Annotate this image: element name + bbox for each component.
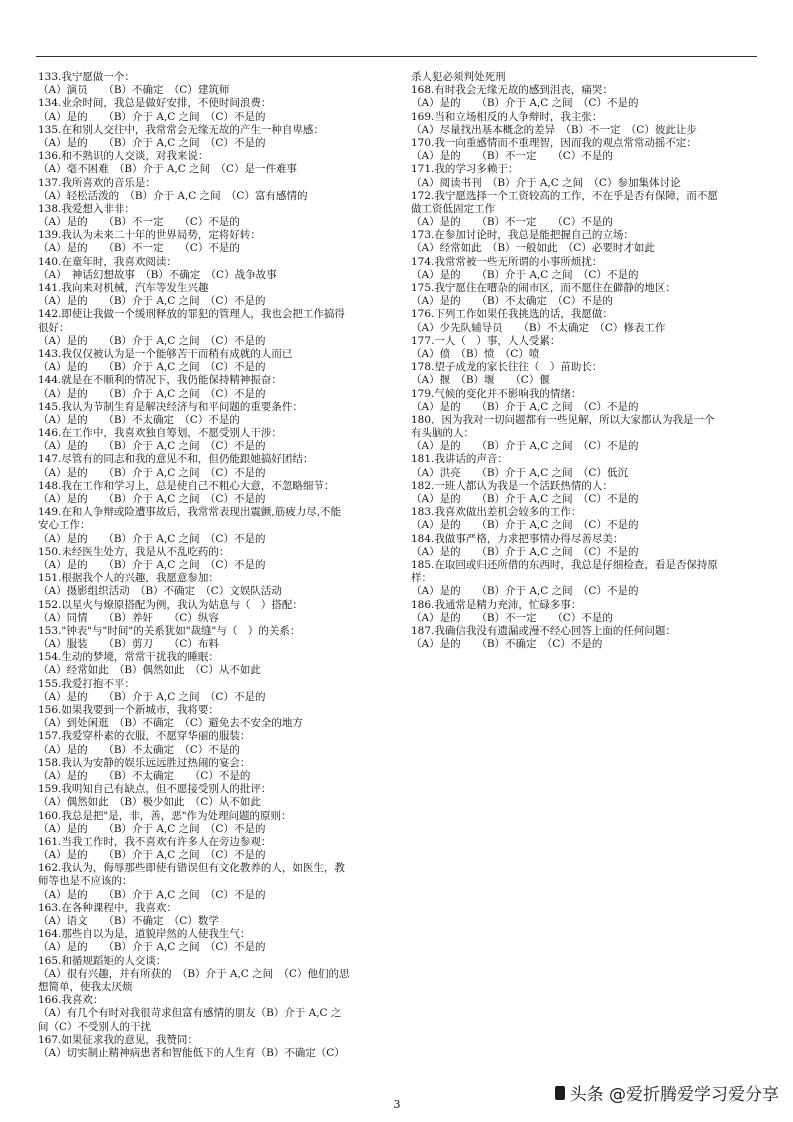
text-line: 150.未经医生处方，我是从不乱吃药的： (38, 545, 230, 558)
text-line: （A）是的 （B）介于 A,C 之间 （C）不是的 (38, 941, 266, 954)
text-line: 有头脑的人： (411, 427, 474, 440)
text-line: （A）是的 （B）不太确定 （C）不是的 (38, 413, 240, 426)
text-line: 158.我认为安静的娱乐远远胜过热闹的宴会： (38, 756, 251, 769)
text-line: 181.我讲话的声音： (411, 453, 508, 466)
text-line: 142.即使让我做一个缓刑释放的罪犯的管理人，我也会把工作搞得 (38, 308, 345, 321)
text-line: （A）很有兴趣，并有所获的 （B）介于 A,C 之间 （C）他们的思 (38, 967, 350, 980)
text-line: （A）尽量找出基本概念的差异 （B）不一定 （C）彼此让步 (411, 123, 697, 136)
text-line: （A）经常如此 （B）一般如此 （C）必要时才如此 (411, 242, 655, 255)
text-line: （A）是的 （B）介于 A,C 之间 （C）不是的 (38, 136, 266, 149)
text-line: 137.我所喜欢的音乐是： (38, 176, 156, 189)
text-line: 165.和循规蹈矩的人交谈： (38, 954, 167, 967)
text-line: （A）是的 （B）不一定 （C）不是的 (38, 242, 240, 255)
text-line: 146.在工作中，我喜欢独自筹划，不愿受别人干涉： (38, 427, 282, 440)
text-line: （A）语文 （B）不确定 （C）数学 (38, 915, 219, 927)
text-line: 很好： (38, 321, 70, 334)
text-line: 样： (411, 572, 432, 585)
text-line: （A）洪亮 （B）介于 A,C 之间 （C）低沉 (411, 466, 628, 479)
text-line: 杀人犯必须判处死刑 (411, 71, 506, 83)
text-line: 168.有时我会无缘无故的感到沮丧，痛哭： (411, 84, 613, 97)
text-line: （A）是的 （B）介于 A,C 之间 （C）不是的 (411, 400, 639, 413)
text-line: 166.我喜欢： (38, 994, 104, 1007)
text-line: （A）是的 （B）介于 A,C 之间 （C）不是的 (38, 532, 266, 545)
text-line: 186.我通常是精力充沛，忙碌多事： (411, 598, 582, 611)
text-line: 149.在和人争辩或险遭事故后，我常常表现出震颤,筋疲力尽,不能 (38, 506, 342, 519)
text-line: 154.生动的梦境，常常干扰我的睡眠： (38, 651, 219, 664)
text-line: 172.我宁愿选择一个工资较高的工作，不在乎是否有保障，而不愿 (411, 189, 718, 202)
text-line: 144.就是在不顺利的情况下，我仍能保持精神振奋： (38, 374, 282, 387)
text-line: （A）是的 （B）不太确定 （C）不是的 (38, 769, 251, 782)
text-line: 187.我确信我没有遗漏或漫不经心回答上面的任何问题： (411, 624, 676, 637)
text-line: （A）是的 （B）介于 A,C 之间 （C）不是的 (38, 888, 266, 901)
text-line: （A）演员 （B）不确定 （C）建筑师 (38, 84, 230, 97)
text-line: 145.我认为节制生育是解决经济与和平问题的重要条件： (38, 400, 303, 413)
text-line: （A）是的 （B）介于 A,C 之间 （C）不是的 (411, 585, 639, 598)
text-line: （A）是的 （B）不一定 （C）不是的 (38, 216, 240, 229)
text-line: 141.我向来对机械，汽车等发生兴趣 (38, 282, 209, 294)
text-line: 169.当和立场相反的人争辩时，我主张： (411, 110, 603, 123)
text-line: 177.一人（ ）事，人人受累： (411, 334, 561, 347)
text-line: （A） 神话幻想故事 （B）不确定 （C）战争故事 (38, 268, 277, 281)
text-line: 180．因为我对一切问题都有一些见解，所以大家都认为我是一个 (411, 413, 715, 426)
text-line: 157.我爱穿朴素的衣服，不愿穿华丽的服装： (38, 730, 251, 743)
text-line: 134.业余时间，我总是做好安排，不使时间浪费： (38, 97, 272, 110)
text-line: 175.我宁愿住在嘈杂的闹市区，而不愿住在僻静的地区： (411, 282, 676, 294)
text-line: （A）是的 （B）介于 A,C 之间 （C）不是的 (38, 466, 266, 479)
right-column (411, 71, 756, 651)
text-line: （A）是的 （B）介于 A,C 之间 （C）不是的 (411, 493, 639, 505)
text-line: 155.我爱打抱不平： (38, 677, 135, 690)
text-line: （A）经常如此 （B）偶然如此 （C）从不如此 (38, 664, 261, 677)
text-line: 167.如果征求我的意见，我赞同： (38, 1033, 198, 1046)
text-line: 173.在参加讨论时，我总是能把握自己的立场： (411, 229, 634, 242)
text-line: 179.气候的变化并不影响我的情绪： (411, 387, 582, 400)
text-line: 156.如果我要到一个新城市，我将要： (38, 704, 219, 716)
text-line: （A）阅读书刊 （B）介于 A,C 之间 （C）参加集体讨论 (411, 176, 681, 189)
text-line: 148.我在工作和学习上，总是使自己不粗心大意，不忽略细节： (38, 479, 335, 492)
text-line: （A）是的 （B）介于 A,C 之间 （C）不是的 (38, 110, 266, 123)
text-line: 143.我仅仅被认为是一个能够苦干而稍有成就的人而已 (38, 347, 293, 360)
text-line: （A）到处闲逛 （B）不确定 （C）避免去不安全的地方 (38, 717, 303, 730)
watermark (555, 1080, 779, 1105)
text-line: （A）是的 （B）介于 A,C 之间 （C）不是的 (38, 387, 266, 400)
text-line: （A）是的 （B）不确定 （C）不是的 (411, 638, 603, 651)
watermark-text: 头条 @爱折腾爱学习爱分享 (569, 1085, 779, 1105)
text-line: （A）是的 （B）不太确定 （C）不是的 (38, 743, 240, 756)
text-line: （A）偶然如此 （B）极少如此 （C）从不如此 (38, 796, 261, 809)
text-line: （A）是的 （B）介于 A,C 之间 （C）不是的 (38, 440, 266, 453)
text-line: 153."钟表"与"时间"的关系犹如"裁缝"与（ ）的关系： (38, 624, 301, 637)
text-line: （A）是的 （B）介于 A,C 之间 （C）不是的 (38, 361, 266, 374)
text-line: 176.下列工作如果任我挑选的话，我愿做： (411, 308, 613, 321)
header-rule (36, 56, 757, 57)
text-line: （A）揠 （B）堰 （C）偃 (411, 374, 550, 387)
text-line: 164.那些自以为是，道貌岸然的人使我生气： (38, 928, 251, 941)
text-line: （A）是的 （B）介于 A,C 之间 （C）不是的 (38, 690, 266, 703)
text-line: 174.我常常被一些无所谓的小事所烦扰： (411, 255, 603, 268)
text-line: 159.我明知自己有缺点，但不愿接受别人的批评： (38, 783, 272, 796)
left-column (38, 71, 383, 1060)
text-line: 138.我爱想入非非： (38, 202, 135, 215)
text-line: （A）是的 （B）介于 A,C 之间 （C）不是的 (411, 519, 639, 532)
text-line: 152.以星火与燎原搭配为例，我认为姑息与（ ）搭配： (38, 598, 303, 611)
text-line: （A）是的 （B）介于 A,C 之间 （C）不是的 (411, 440, 639, 453)
text-line: 184.我做事严格，力求把事情办得尽善尽美： (411, 532, 624, 545)
text-line: 171.我的学习多赖于： (411, 163, 519, 176)
text-line: （A）摄影组织活动 （B）不确定 （C）文娱队活动 (38, 585, 282, 598)
text-line: 178.望子成龙的家长往往（ ）苗助长： (411, 361, 603, 374)
text-line: （A）偾 （B）愤 （C）喷 (411, 347, 540, 360)
text-line: （A）是的 （B）介于 A,C 之间 （C）不是的 (38, 295, 266, 308)
text-line: （A）是的 （B）不一定 （C）不是的 (411, 216, 613, 229)
text-line: （A）有几个有时对我很苛求但富有感情的朋友（B）介于 A,C 之 (38, 1007, 342, 1020)
text-line: 160.我总是把"是，非，善，恶"作为处理问题的原则： (38, 809, 292, 822)
text-line: 做工资低固定工作 (411, 202, 495, 215)
text-line: 133.我宁愿做一个： (38, 71, 135, 83)
text-line: 151.根据我个人的兴趣，我愿意参加： (38, 572, 219, 585)
text-line: （A）是的 （B）不太确定 （C）不是的 (411, 295, 613, 308)
text-line: 183.我喜欢做出差机会较多的工作： (411, 506, 582, 519)
text-line: 163.在各种课程中，我喜欢： (38, 901, 177, 914)
text-line: （A）是的 （B）介于 A,C 之间 （C）不是的 (411, 97, 639, 110)
text-line: 170.我一向重感情而不重理智，因而我的观点常常动摇不定： (411, 136, 697, 149)
text-line: 135.在和别人交往中，我常常会无缘无故的产生一种自卑感： (38, 123, 324, 136)
text-line: 师等也是不应该的： (38, 875, 133, 888)
text-line: 161.当我工作时，我不喜欢有许多人在旁边参观： (38, 835, 272, 848)
text-line: （A）毫不困难 （B）介于 A,C 之间 （C）是一件难事 (38, 163, 297, 176)
text-line: （A）是的 （B）不一定 （C）不是的 (411, 150, 613, 163)
text-line: 182.一班人都认为我是一个活跃热情的人： (411, 479, 613, 492)
text-line: 185.在取回或归还所借的东西时，我总是仔细检查，看是否保持原 (411, 558, 718, 571)
text-line: （A）是的 （B）介于 A,C 之间 （C）不是的 (38, 558, 266, 571)
text-line: （A）是的 （B）介于 A,C 之间 （C）不是的 (38, 822, 266, 835)
text-line: （A）是的 （B）介于 A,C 之间 （C）不是的 (411, 545, 639, 558)
text-line: （A）服装 （B）剪刀 （C）布料 (38, 638, 219, 651)
text-line: 139.我认为未来二十年的世界局势，定将好转： (38, 229, 261, 242)
text-line: （A）是的 （B）介于 A,C 之间 （C）不是的 (38, 334, 266, 347)
page-number: 3 (393, 1098, 401, 1111)
text-line: 间（C）不受别人的干扰 (38, 1020, 152, 1033)
text-line: （A）是的 （B）不一定 （C）不是的 (411, 611, 613, 624)
text-line: （A）是的 （B）介于 A,C 之间 （C）不是的 (38, 493, 266, 505)
text-line: 想简单，使我太厌烦 (38, 980, 133, 993)
text-line: 147.尽管有的同志和我的意见不和，但仍能跟她搞好团结： (38, 453, 314, 466)
text-line: 安心工作： (38, 519, 91, 532)
watermark-logo-icon (555, 1086, 565, 1100)
text-line: （A）是的 （B）介于 A,C 之间 （C）不是的 (38, 849, 266, 862)
text-line: （A）少先队辅导员 （B）不太确定 （C）修表工作 (411, 321, 666, 334)
text-line: 162.我认为，侮辱那些即使有错误但有文化教养的人，如医生，教 (38, 862, 345, 875)
text-line: （A）切实制止精神病患者和智能低下的人生育（B）不确定（C） (38, 1046, 345, 1059)
text-line: （A）同情 （B）养奸 （C）纵容 (38, 611, 219, 624)
text-line: （A）是的 （B）介于 A,C 之间 （C）不是的 (411, 268, 639, 281)
text-line: 140.在童年时，我喜欢阅读： (38, 255, 177, 268)
text-line: 136.和不熟识的人交谈，对我来说： (38, 150, 209, 163)
text-line: （A）轻松活泼的 （B）介于 A,C 之间 （C）富有感情的 (38, 189, 308, 202)
